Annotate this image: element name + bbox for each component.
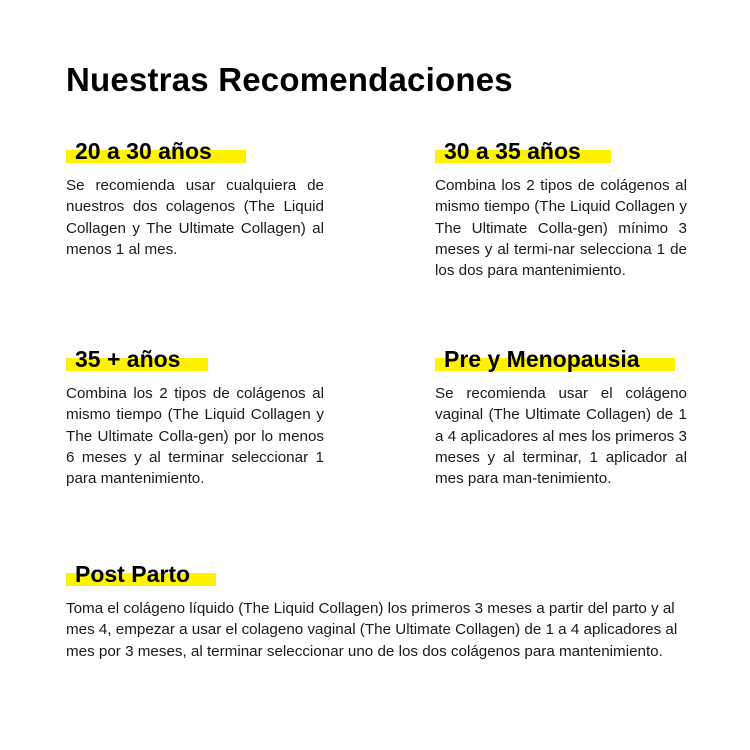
section-body: Se recomienda usar el colágeno vaginal (The Ultimate Collagen) de 1 a 4 aplicadores al mes los primeros 3 meses y al terminar, 1 aplicador al mes para man-tenimiento. <box>435 385 687 488</box>
section-body: Se recomienda usar cualquiera de nuestros dos colagenos (The Liquid Collagen y The Ultimate Collagen) al menos 1 al mes. <box>66 177 324 258</box>
section-30-35-anos <box>435 137 687 281</box>
section-heading-wrap <box>435 345 640 375</box>
section-35-plus-anos <box>66 345 324 489</box>
section-post-parto <box>66 560 686 662</box>
page-title: Nuestras Recomendaciones <box>66 61 513 98</box>
section-heading-wrap <box>66 560 190 590</box>
section-heading-wrap <box>435 137 581 167</box>
section-heading-wrap <box>66 137 212 167</box>
section-heading: 20 a 30 años <box>75 138 212 164</box>
section-heading-wrap <box>66 345 180 375</box>
section-20-30-anos <box>66 137 324 260</box>
section-heading: Post Parto <box>75 561 191 587</box>
section-body: Combina los 2 tipos de colágenos al mismo tiempo (The Liquid Collagen y The Ultimate Colla-gen) mínimo 3 meses y al termi-nar selecciona 1 de los dos para mantenimiento. <box>435 177 687 280</box>
section-heading: 30 a 35 años <box>444 138 581 164</box>
section-heading: 35 + años <box>75 346 181 372</box>
section-body: Combina los 2 tipos de colágenos al mismo tiempo (The Liquid Collagen y The Ultimate Colla-gen) por lo menos 6 meses y al terminar seleccionar 1 para mantenimiento. <box>66 385 324 488</box>
section-body: Toma el colágeno líquido (The Liquid Collagen) los primeros 3 meses a partir del parto y al mes 4, empezar a usar el colageno vaginal (The Ultimate Collagen) de 1 a 4 aplicadores al mes por 3 meses, al terminar seleccionar uno de los dos colágenos para mantenimiento. <box>66 600 678 660</box>
section-pre-menopausia <box>435 345 687 489</box>
section-heading: Pre y Menopausia <box>444 346 640 372</box>
